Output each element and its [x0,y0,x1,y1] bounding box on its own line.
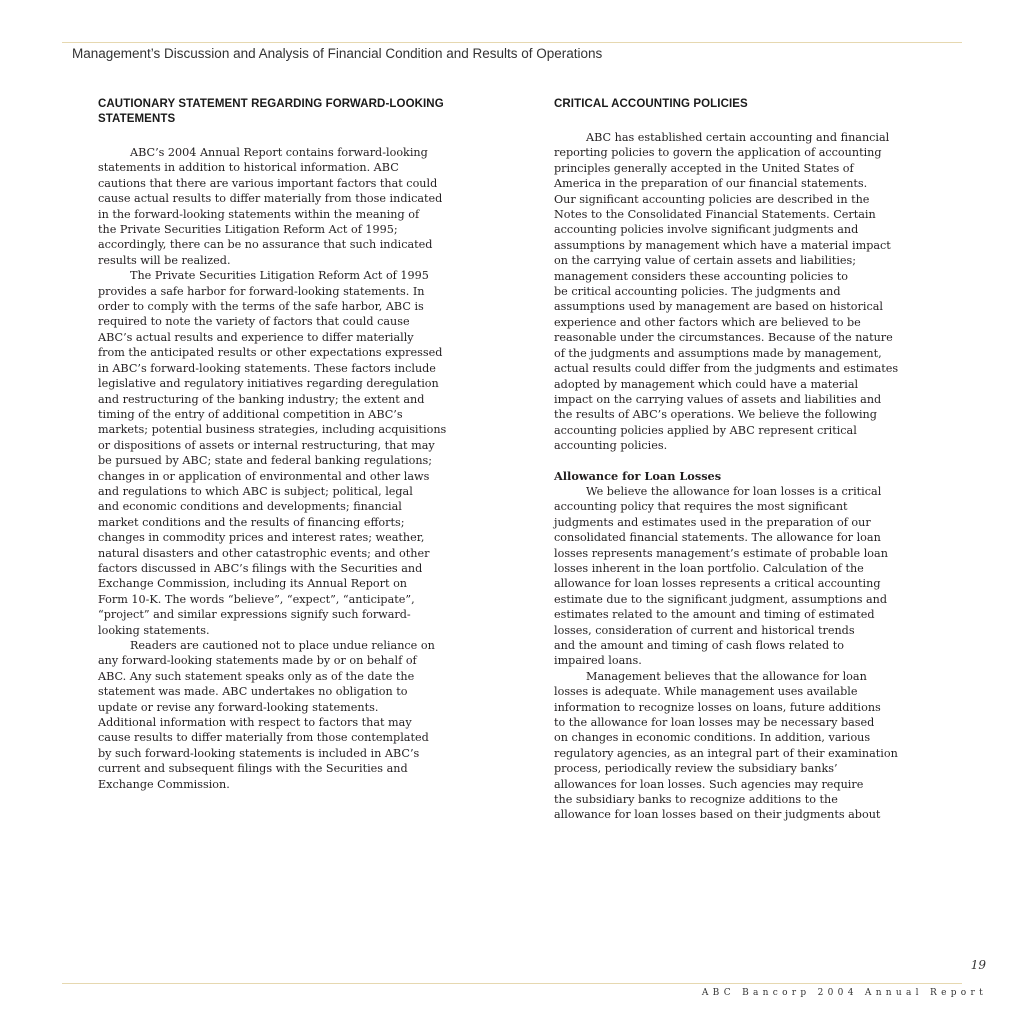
text-line: Readers are cautioned not to place undue reliance on [130,639,435,652]
text-line: impaired loans. [554,654,642,668]
footer-rule [62,983,962,984]
text-line: judgments and estimates used in the preparation of our [554,515,871,529]
heading-line: CAUTIONARY STATEMENT REGARDING FORWARD-LOOKING [98,98,444,110]
text-line: ABC. Any such statement speaks only as of the date the [98,669,415,683]
text-line: management considers these accounting policies to [554,269,849,283]
text-line: losses inherent in the loan portfolio. Calculation of the [554,561,864,575]
text-line: and the amount and timing of cash flows related to [554,639,844,652]
text-line: be critical accounting policies. The judgments and [554,285,841,299]
text-line: markets; potential business strategies, including acquisitions [98,423,447,437]
text-line: legislative and regulatory initiatives regarding deregulation [98,377,439,391]
text-line: assumptions used by management are based on historical [554,300,883,314]
text-line: Management believes that the allowance for loan [586,669,867,683]
text-line: timing of the entry of additional competition in ABC’s [98,407,403,421]
paragraph [98,145,518,268]
text-line: Notes to the Consolidated Financial Statements. Certain [554,208,876,222]
paragraph [554,669,974,823]
heading-line: STATEMENTS [98,113,176,125]
text-line: accordingly, there can be no assurance that such indicated [98,238,433,252]
text-line: Exchange Commission, including its Annual Report on [98,577,408,591]
text-line: results will be realized. [98,253,231,267]
text-line: Additional information with respect to factors that may [98,716,412,730]
text-line: consolidated financial statements. The allowance for loan [554,531,881,545]
text-line: market conditions and the results of financing efforts; [98,515,405,529]
text-line: assumptions by management which have a material impact [554,238,891,252]
text-line: current and subsequent filings with the Securities and [98,762,408,776]
text-line: information to recognize losses on loans, future additions [554,700,881,714]
text-line: actual results could differ from the judgments and estimates [554,362,899,376]
text-line: and restructuring of the banking industry; the extent and [98,392,425,406]
text-line: ABC has established certain accounting and financial [586,131,890,144]
cautionary-statement-heading [98,97,518,127]
text-line: cause actual results to differ materially from those indicated [98,192,443,206]
text-line: or dispositions of assets or internal restructuring, that may [98,438,435,452]
text-line: statements in addition to historical information. ABC [98,161,399,175]
text-line: accounting policy that requires the most significant [554,500,848,514]
text-line: accounting policies. [554,439,668,453]
text-line: Our significant accounting policies are described in the [554,192,870,206]
text-line: on changes in economic conditions. In addition, various [554,731,871,745]
text-line: The Private Securities Litigation Reform Act of 1995 [130,269,429,283]
text-line: losses represents management’s estimate of probable loan [554,546,888,560]
text-line: reporting policies to govern the application of accounting [554,146,882,160]
text-line: order to comply with the terms of the safe harbor, ABC is [98,300,424,314]
text-line: in ABC’s forward-looking statements. These factors include [98,361,436,375]
text-line: ABC’s 2004 Annual Report contains forward-looking [130,146,428,159]
paragraph [554,484,974,669]
text-line: “project” and similar expressions signify such forward- [98,608,411,622]
right-column [554,97,974,823]
text-line: estimates related to the amount and timing of estimated [554,608,875,622]
text-line: impact on the carrying values of assets and liabilities and [554,392,882,406]
text-line: by such forward-looking statements is included in ABC’s [98,746,420,760]
text-line: and economic conditions and developments; financial [98,500,402,514]
text-line: accounting policies applied by ABC represent critical [554,423,857,437]
text-line: allowances for loan losses. Such agencies may require [554,777,864,791]
text-line: process, periodically review the subsidiary banks’ [554,762,838,776]
text-line: any forward-looking statements made by or on behalf of [98,654,417,668]
paragraph [98,268,518,638]
text-line: statement was made. ABC undertakes no obligation to [98,685,408,699]
text-line: the Private Securities Litigation Reform Act of 1995; [98,223,398,237]
footer-publication-title: ABC Bancorp 2004 Annual Report [701,988,987,998]
text-line: to the allowance for loan losses may be necessary based [554,716,875,730]
text-line: regulatory agencies, as an integral part of their examination [554,746,898,760]
text-line: experience and other factors which are believed to be [554,315,861,329]
text-line: Form 10-K. The words “believe”, “expect”, “anticipate”, [98,592,415,606]
text-line: cautions that there are various important factors that could [98,176,438,190]
text-line: We believe the allowance for loan losses is a critical [586,484,882,498]
text-line: Exchange Commission. [98,777,230,791]
text-line: from the anticipated results or other expectations expressed [98,346,443,360]
text-line: changes in or application of environmental and other laws [98,469,430,483]
text-line: ABC’s actual results and experience to differ materially [98,330,414,344]
text-line: be pursued by ABC; state and federal banking regulations; [98,454,433,468]
text-line: of the judgments and assumptions made by management, [554,346,882,360]
paragraph [554,130,974,454]
page-number: 19 [970,958,986,972]
critical-accounting-policies-heading [554,97,974,112]
text-line: factors discussed in ABC’s filings with the Securities and [98,561,423,575]
text-line: and regulations to which ABC is subject; political, legal [98,484,413,498]
text-line: accounting policies involve significant judgments and [554,223,859,237]
paragraph [98,638,518,792]
heading-line: CRITICAL ACCOUNTING POLICIES [554,98,748,110]
text-line: in the forward-looking statements within the meaning of [98,207,420,221]
text-line: losses is adequate. While management uses available [554,685,858,699]
text-line: losses, consideration of current and historical trends [554,623,855,637]
header-rule [62,42,962,43]
allowance-for-loan-losses-subheading: Allowance for Loan Losses [554,468,722,483]
text-line: cause results to differ materially from those contemplated [98,731,429,745]
page-header-title: Management’s Discussion and Analysis of Financial Condition and Results of Operations [72,46,603,61]
text-line: provides a safe harbor for forward-looking statements. In [98,284,425,298]
text-line: natural disasters and other catastrophic events; and other [98,546,430,560]
text-line: changes in commodity prices and interest rates; weather, [98,531,425,545]
text-line: the results of ABC’s operations. We believe the following [554,408,877,422]
text-line: on the carrying value of certain assets and liabilities; [554,254,857,268]
text-line: principles generally accepted in the United States of [554,161,854,175]
text-line: estimate due to the significant judgment, assumptions and [554,592,888,606]
text-line: the subsidiary banks to recognize additions to the [554,793,838,807]
text-line: looking statements. [98,623,210,637]
text-line: allowance for loan losses based on their judgments about [554,808,881,822]
text-line: required to note the variety of factors that could cause [98,315,410,329]
text-line: allowance for loan losses represents a critical accounting [554,577,881,591]
text-line: adopted by management which could have a material [554,377,859,391]
text-line: America in the preparation of our financial statements. [554,177,868,191]
text-line: reasonable under the circumstances. Because of the nature [554,331,893,345]
left-column [98,97,518,792]
text-line: update or revise any forward-looking statements. [98,700,379,714]
